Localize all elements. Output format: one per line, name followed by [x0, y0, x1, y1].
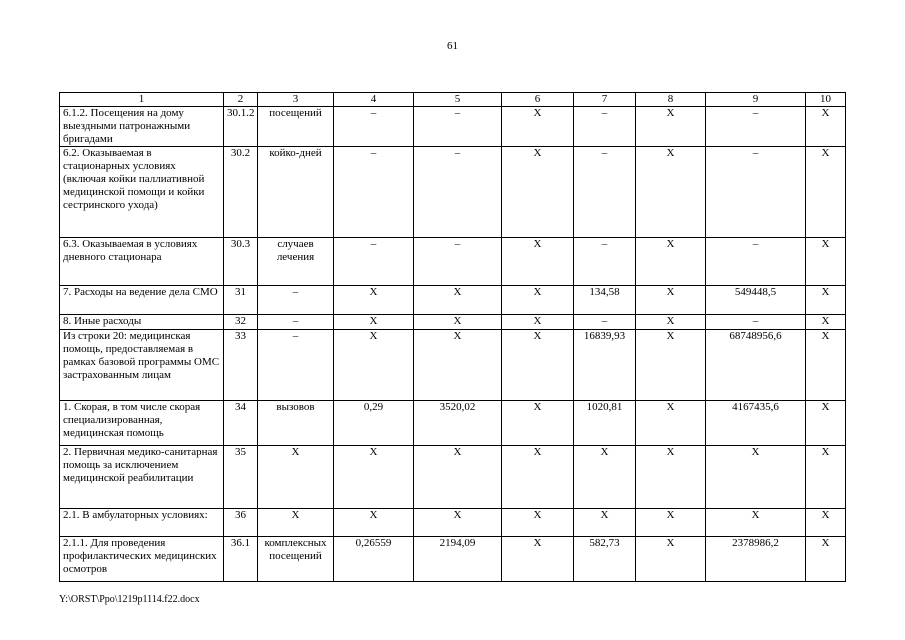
header-cell: 9: [706, 93, 806, 107]
unit-cell: Х: [258, 446, 334, 509]
header-cell: 6: [502, 93, 574, 107]
value-cell: –: [574, 147, 636, 238]
value-cell: 134,58: [574, 286, 636, 315]
value-cell: Х: [502, 509, 574, 537]
row-label: 6.3. Оказываемая в условиях дневного стационара: [60, 238, 224, 286]
row-number: 36.1: [224, 537, 258, 582]
value-cell: –: [414, 238, 502, 286]
unit-cell: –: [258, 330, 334, 401]
row-number: 35: [224, 446, 258, 509]
value-cell: –: [706, 147, 806, 238]
table-row: [60, 286, 846, 315]
value-cell: Х: [636, 147, 706, 238]
table-row: [60, 315, 846, 330]
value-cell: Х: [806, 537, 846, 582]
value-cell: –: [334, 147, 414, 238]
table-row: [60, 330, 846, 401]
unit-cell: –: [258, 315, 334, 330]
table-row: [60, 446, 846, 509]
unit-cell: посещений: [258, 107, 334, 147]
value-cell: Х: [502, 315, 574, 330]
data-table: [59, 92, 846, 582]
unit-cell: комплексных посещений: [258, 537, 334, 582]
row-label: 1. Скорая, в том числе скорая специализированная, медицинская помощь: [60, 401, 224, 446]
row-label: 8. Иные расходы: [60, 315, 224, 330]
value-cell: Х: [806, 147, 846, 238]
value-cell: 68748956,6: [706, 330, 806, 401]
value-cell: Х: [706, 446, 806, 509]
row-label: 6.1.2. Посещения на дому выездными патронажными бригадами: [60, 107, 224, 147]
value-cell: Х: [636, 509, 706, 537]
value-cell: –: [706, 238, 806, 286]
value-cell: –: [334, 107, 414, 147]
value-cell: 549448,5: [706, 286, 806, 315]
table-row: [60, 107, 846, 147]
value-cell: 16839,93: [574, 330, 636, 401]
unit-cell: вызовов: [258, 401, 334, 446]
value-cell: Х: [636, 537, 706, 582]
header-cell: 3: [258, 93, 334, 107]
value-cell: Х: [636, 330, 706, 401]
value-cell: 3520,02: [414, 401, 502, 446]
value-cell: Х: [574, 509, 636, 537]
value-cell: –: [574, 107, 636, 147]
value-cell: Х: [334, 509, 414, 537]
row-number: 32: [224, 315, 258, 330]
value-cell: Х: [636, 401, 706, 446]
value-cell: 0,29: [334, 401, 414, 446]
value-cell: Х: [502, 537, 574, 582]
header-row: [60, 93, 846, 107]
value-cell: Х: [502, 330, 574, 401]
value-cell: –: [414, 147, 502, 238]
unit-cell: случаев лечения: [258, 238, 334, 286]
header-cell: 8: [636, 93, 706, 107]
value-cell: –: [574, 315, 636, 330]
row-label: 2.1.1. Для проведения профилактических медицинских осмотров: [60, 537, 224, 582]
value-cell: –: [414, 107, 502, 147]
row-number: 30.3: [224, 238, 258, 286]
row-number: 34: [224, 401, 258, 446]
value-cell: 2378986,2: [706, 537, 806, 582]
value-cell: –: [706, 107, 806, 147]
header-cell: 4: [334, 93, 414, 107]
unit-cell: –: [258, 286, 334, 315]
value-cell: Х: [334, 315, 414, 330]
value-cell: 4167435,6: [706, 401, 806, 446]
value-cell: Х: [334, 446, 414, 509]
value-cell: Х: [414, 330, 502, 401]
value-cell: –: [334, 238, 414, 286]
value-cell: Х: [806, 238, 846, 286]
value-cell: Х: [636, 315, 706, 330]
table-row: [60, 509, 846, 537]
value-cell: Х: [414, 446, 502, 509]
value-cell: Х: [806, 401, 846, 446]
unit-cell: койко-дней: [258, 147, 334, 238]
value-cell: Х: [502, 446, 574, 509]
table-row: [60, 238, 846, 286]
row-number: 31: [224, 286, 258, 315]
row-label: 6.2. Оказываемая в стационарных условиях (включая койки паллиативной медицинской помощи и койки сестринского ухода): [60, 147, 224, 238]
value-cell: Х: [502, 107, 574, 147]
value-cell: Х: [636, 286, 706, 315]
value-cell: 0,26559: [334, 537, 414, 582]
value-cell: Х: [636, 107, 706, 147]
header-cell: 2: [224, 93, 258, 107]
header-cell: 5: [414, 93, 502, 107]
value-cell: Х: [414, 509, 502, 537]
row-number: 36: [224, 509, 258, 537]
value-cell: Х: [502, 286, 574, 315]
row-number: 30.2: [224, 147, 258, 238]
value-cell: Х: [334, 330, 414, 401]
table-row: [60, 401, 846, 446]
row-label: 2.1. В амбулаторных условиях:: [60, 509, 224, 537]
value-cell: Х: [502, 147, 574, 238]
table-row: [60, 537, 846, 582]
value-cell: Х: [806, 315, 846, 330]
value-cell: Х: [414, 286, 502, 315]
table-row: [60, 147, 846, 238]
value-cell: 582,73: [574, 537, 636, 582]
header-cell: 7: [574, 93, 636, 107]
value-cell: Х: [334, 286, 414, 315]
value-cell: 1020,81: [574, 401, 636, 446]
row-number: 33: [224, 330, 258, 401]
header-cell: 10: [806, 93, 846, 107]
value-cell: Х: [574, 446, 636, 509]
value-cell: 2194,09: [414, 537, 502, 582]
value-cell: Х: [414, 315, 502, 330]
value-cell: Х: [502, 401, 574, 446]
row-number: 30.1.2: [224, 107, 258, 147]
row-label: Из строки 20: медицинская помощь, предоставляемая в рамках базовой программы ОМС застрахованным лицам: [60, 330, 224, 401]
page-number: 61: [447, 40, 458, 52]
row-label: 2. Первичная медико-санитарная помощь за исключением медицинской реабилитации: [60, 446, 224, 509]
value-cell: Х: [806, 330, 846, 401]
value-cell: Х: [636, 446, 706, 509]
unit-cell: Х: [258, 509, 334, 537]
value-cell: Х: [636, 238, 706, 286]
value-cell: Х: [706, 509, 806, 537]
value-cell: Х: [806, 509, 846, 537]
value-cell: Х: [806, 446, 846, 509]
value-cell: –: [706, 315, 806, 330]
value-cell: –: [574, 238, 636, 286]
value-cell: Х: [806, 286, 846, 315]
header-cell: 1: [60, 93, 224, 107]
file-path-footer: Y:\ORST\Ppo\1219p1114.f22.docx: [59, 594, 200, 605]
value-cell: Х: [502, 238, 574, 286]
value-cell: Х: [806, 107, 846, 147]
row-label: 7. Расходы на ведение дела СМО: [60, 286, 224, 315]
